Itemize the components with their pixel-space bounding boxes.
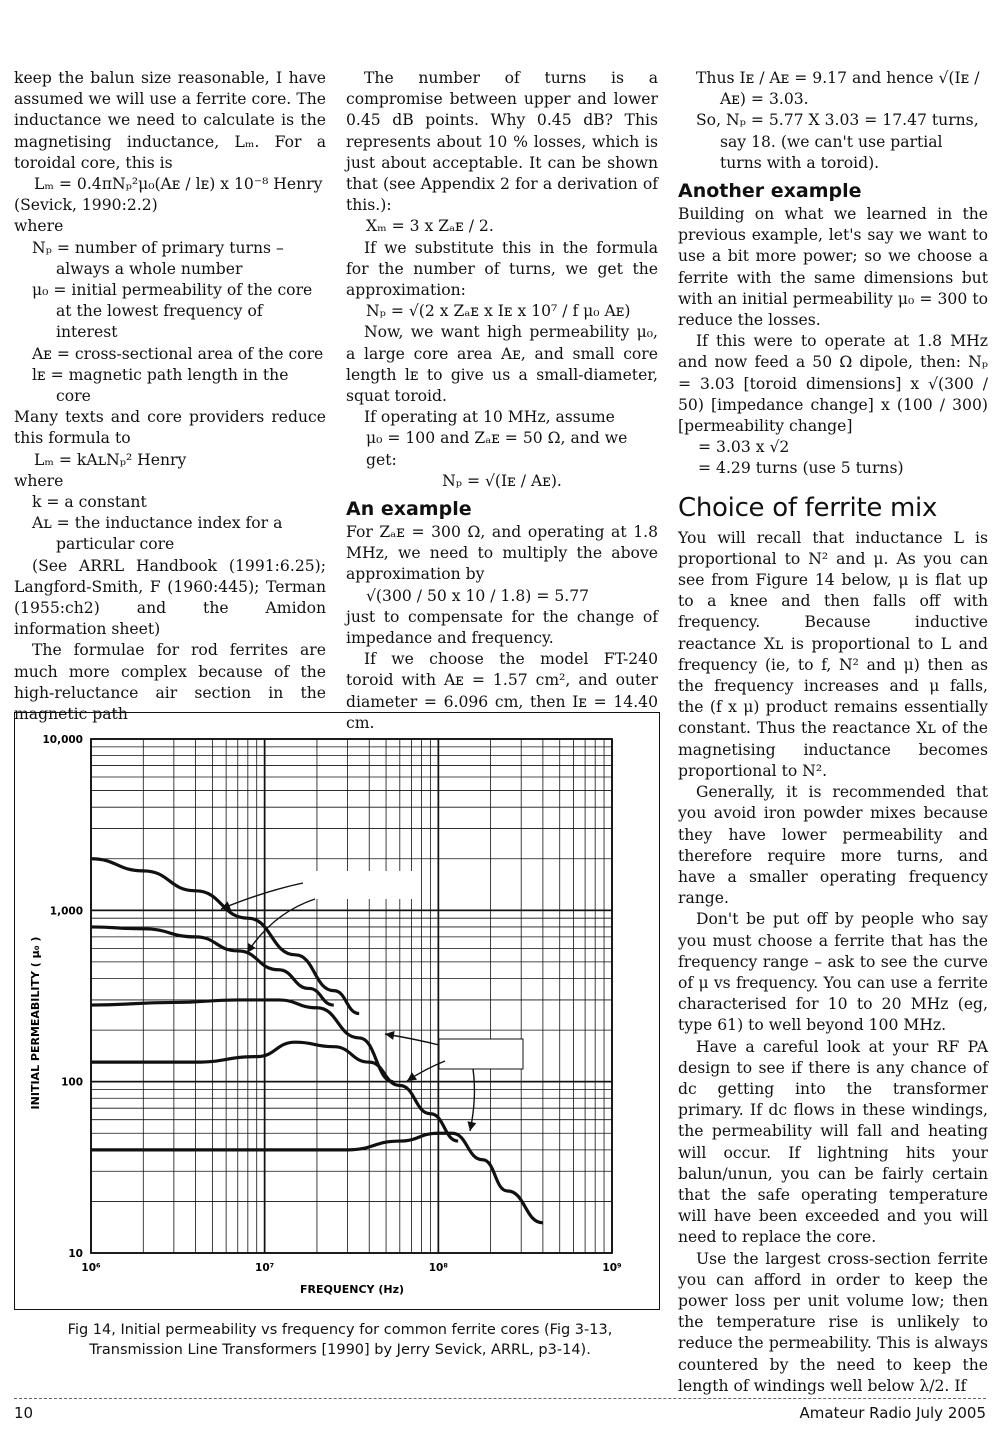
paragraph: If we choose the model FT-240 toroid with Aᴇ = 1.57 cm², and outer diameter = 6.096 cm, then Iᴇ = 14.40 cm. — [346, 650, 658, 732]
definition-mu0: μ₀ = initial permeability of the core at the lowest frequency of interest — [32, 281, 313, 342]
arrow-head — [247, 943, 256, 953]
equation-turns: = 4.29 turns (use 5 turns) — [698, 459, 904, 478]
figure-14 — [14, 712, 660, 1310]
equation-lm-reduced: Lₘ = kAʟNₚ² Henry — [34, 450, 187, 469]
equation-np-simple: Nₚ = √(Iᴇ / Aᴇ). — [442, 471, 562, 490]
where-label: where — [14, 217, 64, 236]
reference: (Sevick, 1990:2.2) — [14, 196, 158, 215]
column-1 — [14, 68, 326, 725]
paragraph: Generally, it is recommended that you avoid iron powder mixes because they have lower permeability and therefore require more turns, and have a smaller operating frequency range. — [678, 783, 988, 908]
y-tick-label: 100 — [61, 1076, 83, 1089]
y-tick-label: 10 — [68, 1248, 83, 1260]
arrow-mnzn-lower — [247, 899, 315, 953]
magazine-issue: Amateur Radio July 2005 — [799, 1404, 986, 1422]
column-3 — [678, 68, 988, 1397]
footer-rule — [14, 1398, 986, 1399]
arrow-head — [407, 1072, 417, 1081]
paragraph: You will recall that inductance L is proportional to N² and μ. As you can see from Figure 14 below, μ is flat up to a knee and then falls off with frequency. Because inductive reactance Xʟ is proportional to L and frequency (ie, to f, N² and μ) then as the frequency increases and μ falls, the (f x μ) product remains essentially constant. Thus the reactance Xʟ of the magnetising inductance becomes proportional to N². — [678, 528, 988, 780]
label-box-mnzn — [299, 871, 415, 899]
paragraph: For Zₐᴇ = 300 Ω, and operating at 1.8 MHz, we need to multiply the above approximation by — [346, 523, 658, 584]
figure-caption: Fig 14, Initial permeability vs frequency for common ferrite cores (Fig 3-13, Transmission Line Transformers [1990] by Jerry Sevick, ARRL, p3-14). — [67, 1322, 613, 1358]
heading-another-example: Another example — [678, 180, 862, 203]
x-tick-label: 10⁷ — [255, 1262, 275, 1274]
heading-choice-of-ferrite-mix: Choice of ferrite mix — [678, 492, 938, 523]
arrow-nizn-bottom — [470, 1069, 474, 1131]
paragraph: If we substitute this in the formula for the number of turns, we get the approximation: — [346, 238, 658, 300]
definition-np: Nₚ = number of primary turns – always a whole number — [32, 238, 284, 278]
equation-result: = 3.03 x √2 — [698, 438, 790, 457]
y-tick-label: 1,000 — [49, 905, 83, 918]
y-tick-label: 10,000 — [42, 734, 83, 746]
equation-factor: √(300 / 50 x 10 / 1.8) = 5.77 — [366, 586, 590, 605]
paragraph: Many texts and core providers reduce this formula to — [14, 408, 326, 448]
paragraph: If this were to operate at 1.8 MHz and now feed a 50 Ω dipole, then: Nₚ = 3.03 [toroid dimensions] x √(300 / 50) [impedance change] x (100 / 300) [permeability change] — [678, 332, 988, 436]
equation-lm: Lₘ = 0.4πNₚ²μ₀(Aᴇ / lᴇ) x 10⁻⁸ Henry — [34, 175, 323, 194]
chart-grid — [91, 739, 612, 1253]
x-tick-label: 10⁶ — [81, 1262, 101, 1274]
arrow-head — [467, 1121, 476, 1131]
plot-frame — [91, 739, 612, 1253]
paragraph: Use the largest cross-section ferrite you can afford in order to keep the power loss per unit volume low; then the temperature rise is unlikely to reduce the permeability. This is always countered by the need to keep the length of windings well below λ/2. If — [678, 1249, 988, 1395]
label-box-nizn — [439, 1039, 523, 1069]
permeability-chart — [15, 713, 659, 1309]
paragraph-references: (See ARRL Handbook (1991:6.25); Langford-Smith, F (1960:445); Terman (1955:ch2) and the Amidon information sheet) — [14, 556, 326, 639]
equation-assumption: μ₀ = 100 and Zₐᴇ = 50 Ω, and we get: — [366, 429, 628, 469]
heading-an-example: An example — [346, 498, 472, 521]
definition-le: lᴇ = magnetic path length in the core — [32, 365, 289, 406]
paragraph: Building on what we learned in the previous example, let's say we want to use a bit more power; so we choose a ferrite with the same dimensions but with an initial permeability μ₀ = 300 to reduce the losses. — [678, 205, 988, 330]
equation-xm: Xₘ = 3 x Zₐᴇ / 2. — [366, 217, 494, 236]
paragraph: Don't be put off by people who say you must choose a ferrite that has the frequency range – ask to see the curve of μ vs frequency. You can use a ferrite characterised for 10 to 20 MHz (eg, type 61) to well beyond 100 MHz. — [678, 910, 988, 1035]
paragraph: The number of turns is a compromise between upper and lower 0.45 dB points. Why 0.45 dB? This represents about 10 % losses, which is just about acceptable. It can be shown that (see Appendix 2 for a derivation of this.): — [346, 69, 658, 215]
paragraph: Thus Iᴇ / Aᴇ = 9.17 and hence √(Iᴇ / Aᴇ) = 3.03. — [696, 69, 980, 109]
paragraph: The formulae for rod ferrites are much more complex because of the high-reluctance air section in the magnetic path — [14, 641, 326, 724]
y-axis-label: INITIAL PERMEABILITY ( μ₀ ) — [29, 936, 42, 1110]
paragraph: keep the balun size reasonable, I have assumed we will use a ferrite core. The inductance we need to calculate is the magnetising inductance, Lₘ. For a toroidal core, this is — [14, 69, 326, 172]
series-line — [91, 1042, 458, 1141]
arrow-mnzn-upper — [221, 883, 303, 909]
definition-k: k = a constant — [32, 493, 147, 512]
definition-al: Aʟ = the inductance index for a particular core — [32, 514, 283, 554]
paragraph: So, Nₚ = 5.77 X 3.03 = 17.47 turns, say 18. (we can't use partial turns with a toroid). — [696, 111, 979, 172]
page-number: 10 — [14, 1404, 34, 1422]
paragraph: just to compensate for the change of impedance and frequency. — [346, 607, 658, 648]
column-2 — [346, 68, 658, 734]
where-label: where — [14, 471, 64, 490]
definition-ae: Aᴇ = cross-sectional area of the core — [32, 344, 324, 363]
paragraph: If operating at 10 MHz, assume — [364, 408, 615, 427]
equation-np: Nₚ = √(2 x Zₐᴇ x Iᴇ x 10⁷ / f μ₀ Aᴇ) — [366, 302, 631, 321]
x-axis-label: FREQUENCY (Hz) — [299, 1283, 405, 1296]
x-tick-label: 10⁸ — [428, 1262, 448, 1274]
paragraph: Now, we want high permeability μ₀, a large core area Aᴇ, and small core length lᴇ to give us a small-diameter, squat toroid. — [346, 323, 658, 406]
paragraph: Have a careful look at your RF PA design to see if there is any chance of dc getting into the transformer primary. If dc flows in these windings, the permeability will fall and heating will occur. If lightning hits your balun/unun, you can be fairly certain that the safe operating temperature will have been exceeded and you will need to replace the core. — [678, 1037, 988, 1247]
x-tick-label: 10⁹ — [602, 1262, 622, 1274]
